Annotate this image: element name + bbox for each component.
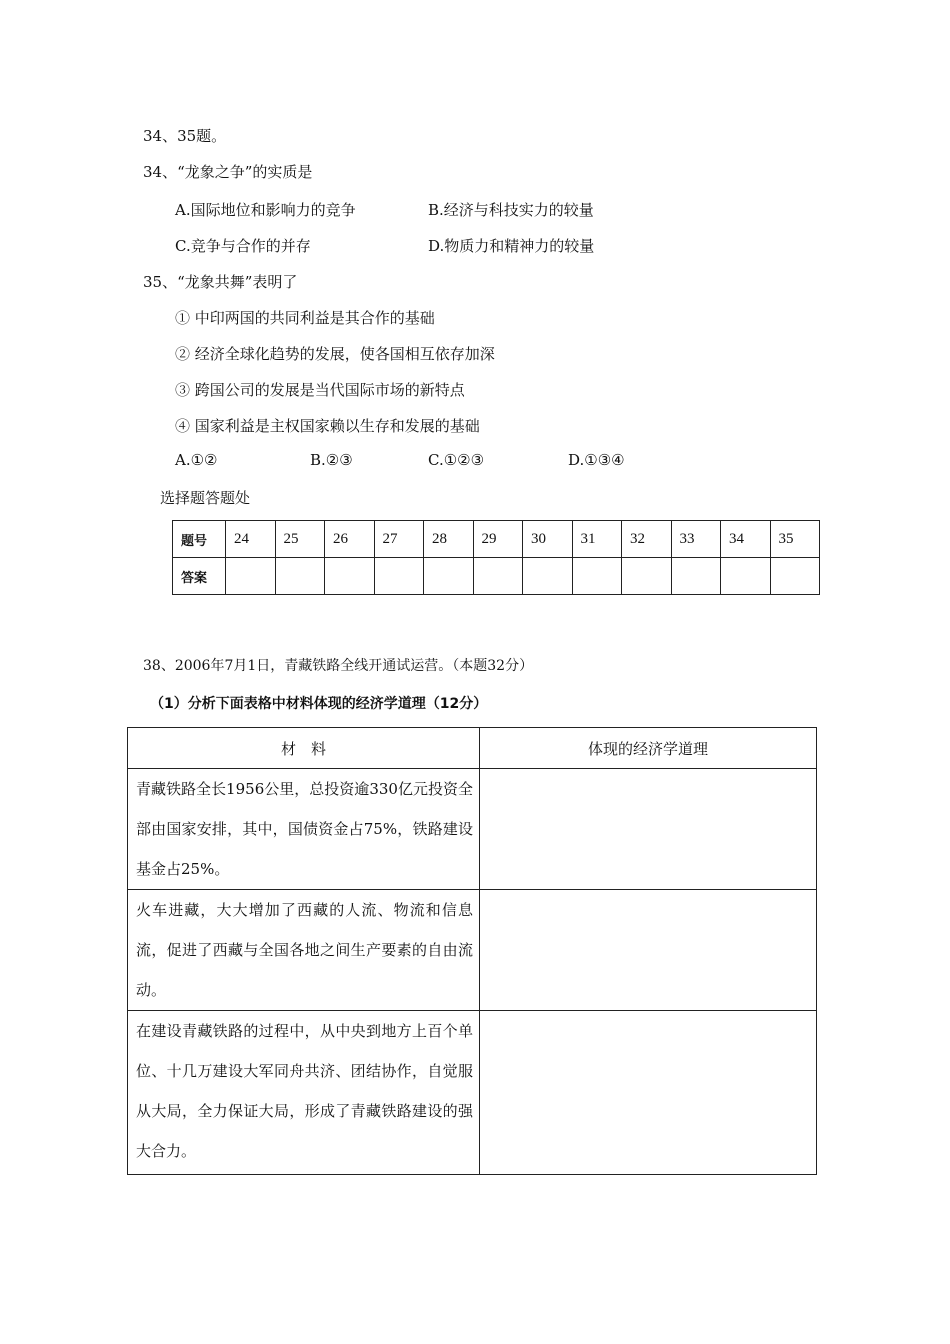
question-number: 27 xyxy=(374,521,424,558)
q34-option-b: B.经济与科技实力的较量 xyxy=(428,201,594,219)
answer-sheet-table xyxy=(172,520,820,595)
q34-option-a: A.国际地位和影响力的竞争 xyxy=(175,201,356,219)
question-number: 33 xyxy=(671,521,721,558)
answer-area[interactable] xyxy=(480,769,817,890)
answer-cell[interactable] xyxy=(721,558,771,595)
answer-cell[interactable] xyxy=(226,558,276,595)
material-table xyxy=(127,727,817,1175)
answer-cell[interactable] xyxy=(275,558,325,595)
intro-text: 34、35题。 xyxy=(143,127,227,145)
question-number: 34 xyxy=(721,521,771,558)
material-row xyxy=(128,890,817,1011)
answer-cell[interactable] xyxy=(325,558,375,595)
answer-input-row xyxy=(173,558,820,595)
answer-area[interactable] xyxy=(480,890,817,1011)
q35-item-2: ② 经济全球化趋势的发展，使各国相互依存加深 xyxy=(175,345,495,363)
material-text: 火车进藏，大大增加了西藏的人流、物流和信息流，促进了西藏与全国各地之间生产要素的自由流动。 xyxy=(128,890,480,1011)
answer-area[interactable] xyxy=(480,1011,817,1175)
q35-option-d: D.①③④ xyxy=(568,451,625,469)
answer-cell[interactable] xyxy=(572,558,622,595)
material-row xyxy=(128,769,817,890)
answer-cell[interactable] xyxy=(523,558,573,595)
question-38-stem: 38、2006年7月1日，青藏铁路全线开通试运营。（本题32分） xyxy=(143,658,534,674)
question-number: 26 xyxy=(325,521,375,558)
material-table-header xyxy=(128,728,817,769)
q35-item-4: ④ 国家利益是主权国家赖以生存和发展的基础 xyxy=(175,417,480,435)
q34-option-c: C.竞争与合作的并存 xyxy=(175,237,311,255)
question-number: 24 xyxy=(226,521,276,558)
answer-cell[interactable] xyxy=(473,558,523,595)
question-number: 31 xyxy=(572,521,622,558)
answer-cell[interactable] xyxy=(424,558,474,595)
question-number: 30 xyxy=(523,521,573,558)
question-number: 28 xyxy=(424,521,474,558)
question-number: 35 xyxy=(770,521,820,558)
answer-cell[interactable] xyxy=(671,558,721,595)
q35-option-a: A.①② xyxy=(175,451,218,469)
q35-item-1: ① 中印两国的共同利益是其合作的基础 xyxy=(175,309,435,327)
q35-option-c: C.①②③ xyxy=(428,451,485,469)
q35-option-b: B.②③ xyxy=(310,451,353,469)
question-34-stem: 34、“龙象之争”的实质是 xyxy=(143,163,313,181)
q35-item-3: ③ 跨国公司的发展是当代国际市场的新特点 xyxy=(175,381,465,399)
material-text: 在建设青藏铁路的过程中，从中央到地方上百个单位、十几万建设大军同舟共济、团结协作，自觉服从大局，全力保证大局，形成了青藏铁路建设的强大合力。 xyxy=(128,1011,480,1175)
answer-number-row xyxy=(173,521,820,558)
q34-option-d: D.物质力和精神力的较量 xyxy=(428,237,595,255)
question-number: 29 xyxy=(473,521,523,558)
answer-cell[interactable] xyxy=(622,558,672,595)
row-label-number: 题号 xyxy=(173,521,226,558)
question-35-stem: 35、“龙象共舞”表明了 xyxy=(143,273,298,291)
material-row xyxy=(128,1011,817,1175)
answer-cell[interactable] xyxy=(770,558,820,595)
col-header-principle: 体现的经济学道理 xyxy=(480,728,817,769)
col-header-material: 材 料 xyxy=(128,728,480,769)
question-number: 25 xyxy=(275,521,325,558)
question-number: 32 xyxy=(622,521,672,558)
answer-cell[interactable] xyxy=(374,558,424,595)
material-text: 青藏铁路全长1956公里，总投资逾330亿元投资全部由国家安排，其中，国债资金占75%，铁路建设基金占25%。 xyxy=(128,769,480,890)
row-label-answer: 答案 xyxy=(173,558,226,595)
question-38-sub1: （1）分析下面表格中材料体现的经济学道理（12分） xyxy=(150,696,488,712)
answer-sheet-title: 选择题答题处 xyxy=(160,489,251,507)
